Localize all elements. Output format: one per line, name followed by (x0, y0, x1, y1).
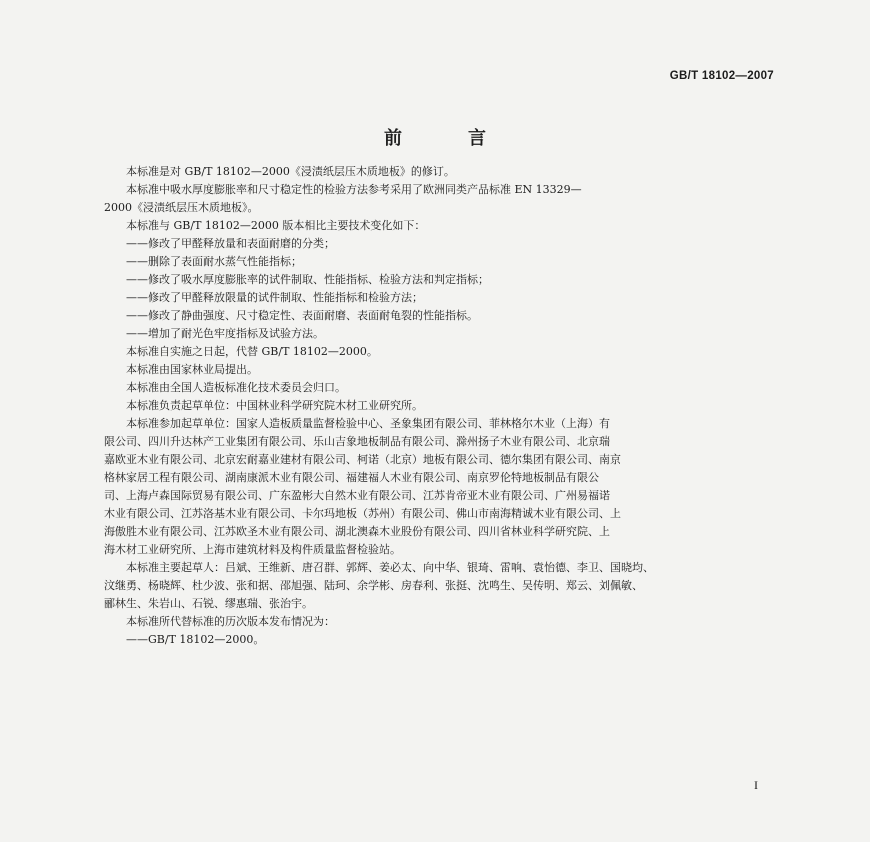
text-line: ——删除了表面耐水蒸气性能指标； (104, 255, 302, 268)
text-line: 海傲胜木业有限公司、江苏欧圣木业有限公司、湖北澳森木业股份有限公司、四川省林业科学研究院、上 (104, 525, 610, 538)
text-line: 司、上海卢森国际贸易有限公司、广东盈彬大自然木业有限公司、江苏肯帝亚木业有限公司、广州易福诺 (104, 489, 610, 502)
text-line: 本标准自实施之日起，代替 GB/T 18102—2000。 (104, 345, 378, 358)
text-line: 本标准参加起草单位：国家人造板质量监督检验中心、圣象集团有限公司、菲林格尔木业（上海）有 (104, 417, 610, 430)
text-line: 2000《浸渍纸层压木质地板》。 (104, 201, 259, 214)
text-line: 本标准负责起草单位：中国林业科学研究院木材工业研究所。 (104, 399, 423, 412)
text-line: 本标准所代替标准的历次版本发布情况为： (104, 615, 335, 628)
text-line: 嘉欧亚木业有限公司、北京宏耐嘉业建材有限公司、柯诺（北京）地板有限公司、德尔集团有限公司、南京 (104, 453, 621, 466)
text-line: ——修改了甲醛释放限量的试件制取、性能指标和检验方法； (104, 291, 423, 304)
text-line: ——修改了吸水厚度膨胀率的试件制取、性能指标、检验方法和判定指标； (104, 273, 489, 286)
text-line: ——GB/T 18102—2000。 (104, 633, 265, 646)
page-number: I (754, 778, 758, 792)
text-line: 木业有限公司、江苏洛基木业有限公司、卡尔玛地板（苏州）有限公司、佛山市南海精诚木业有限公司、上 (104, 507, 621, 520)
text-line: 本标准中吸水厚度膨胀率和尺寸稳定性的检验方法参考采用了欧洲同类产品标准 EN 13329— (104, 183, 582, 196)
text-line: 郦林生、朱岩山、石锐、缪惠瑞、张治宇。 (104, 597, 313, 610)
standard-code: GB/T 18102—2007 (669, 70, 774, 82)
foreword-body (104, 163, 778, 649)
text-line: ——修改了甲醛释放量和表面耐磨的分类； (104, 237, 335, 250)
text-line: 汶继勇、杨晓辉、杜少波、张和据、邵旭强、陆珂、余学彬、房春利、张挺、沈鸣生、吴传明、郑云、刘佩敏、 (104, 579, 643, 592)
section-title: 前 言 (384, 128, 510, 149)
text-line: 格林家居工程有限公司、湖南康派木业有限公司、福建福人木业有限公司、南京罗伦特地板制品有限公 (104, 471, 599, 484)
text-line: 本标准由国家林业局提出。 (104, 363, 258, 376)
text-line: 本标准与 GB/T 18102—2000 版本相比主要技术变化如下： (104, 219, 426, 232)
text-line: ——增加了耐光色牢度指标及试验方法。 (104, 327, 324, 340)
text-line: 本标准主要起草人：吕斌、王维新、唐召群、郭辉、姜必太、向中华、银琦、雷响、袁怡德、李卫、国晓均、 (104, 561, 654, 574)
text-line: ——修改了静曲强度、尺寸稳定性、表面耐磨、表面耐龟裂的性能指标。 (104, 309, 478, 322)
text-line: 本标准由全国人造板标准化技术委员会归口。 (104, 381, 346, 394)
text-line: 限公司、四川升达林产工业集团有限公司、乐山吉象地板制品有限公司、滁州扬子木业有限公司、北京瑞 (104, 435, 610, 448)
text-line: 本标准是对 GB/T 18102—2000《浸渍纸层压木质地板》的修订。 (104, 165, 455, 178)
text-line: 海木材工业研究所、上海市建筑材料及构件质量监督检验站。 (104, 543, 401, 556)
